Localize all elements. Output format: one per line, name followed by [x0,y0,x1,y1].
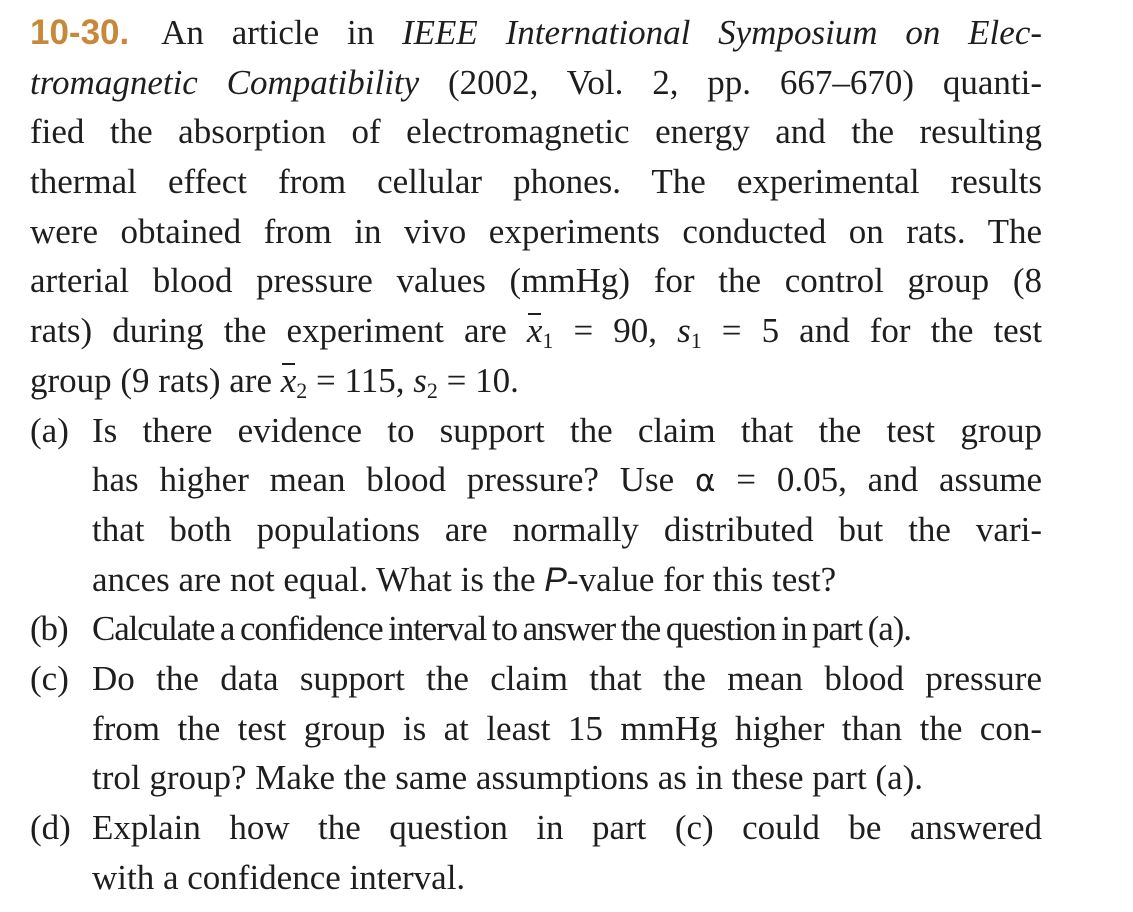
problem-line-2 [30,58,1042,108]
part-a-line-4 [30,555,1042,605]
problem-line-8 [30,356,1042,406]
problem-text [30,8,1042,902]
s-symbol: s [677,311,691,351]
problem-line-3: fied the absorption of electromagnetic energy and the resulting [30,112,1042,152]
part-a-text: = 0.05, and assume [736,460,1043,500]
part-d-text: Explain how the question in part (c) could be answered [92,808,1042,847]
part-d-line-1 [30,803,1042,853]
subscript: 2 [426,377,438,403]
problem-number: 10-30. [30,13,130,52]
sd-1-value: = 5 and for the test [721,311,1043,351]
subscript: 1 [690,328,702,354]
xbar-symbol: x [281,356,297,406]
part-b-text: Calculate a confidence interval to answer the question in part (a). [92,609,911,649]
part-a-text: has higher mean blood pressure? Use [92,460,675,500]
problem-text-segment: (2002, Vol. 2, pp. 667–670) quanti- [448,62,1043,102]
journal-title: IEEE International Symposium on Elec- [402,13,1043,52]
part-d-label: (d) [30,808,71,847]
part-a-line-2 [30,455,1042,505]
problem-line-7 [30,306,1042,356]
part-b-line-1 [30,604,1042,654]
sd-2-value: = 10. [446,360,519,400]
part-b-label: (b) [30,609,68,649]
journal-title-cont: tromagnetic Compatibility [30,62,420,102]
problem-text-segment: rats) during the experiment are [30,311,507,351]
p-symbol: P [544,560,567,599]
problem-line-4: thermal effect from cellular phones. The experimental results [30,162,1042,202]
problem-line-6: arterial blood pressure values (mmHg) for the control group (8 [30,261,1042,301]
problem-line-5: were obtained from in vivo experiments conducted on rats. The [30,211,1042,251]
part-a-text: Is there evidence to support the claim that the test group [92,410,1042,450]
s-symbol: s [413,360,427,400]
problem-line-1 [30,8,1042,58]
mean-2-value: = 115, [316,360,405,400]
part-a-line-1 [30,406,1042,456]
part-a-label: (a) [30,410,69,450]
part-a-line-3: that both populations are normally distributed but the vari- [92,509,1042,549]
part-c-text: Do the data support the claim that the mean blood pressure [92,658,1042,698]
subscript: 2 [296,377,308,403]
mean-1-value: = 90, [573,311,658,351]
problem-text-segment: An article in [161,13,375,52]
subscript: 1 [542,328,554,354]
part-a-text: ances are not equal. What is the [92,559,536,599]
part-c-line-1 [30,654,1042,704]
part-c-line-2: from the test group is at least 15 mmHg higher than the con- [92,708,1042,748]
alpha-symbol: α [695,463,716,500]
part-c-line-3: trol group? Make the same assumptions as in these part (a). [92,758,924,798]
part-d-line-2: with a confidence interval. [92,857,466,897]
problem-text-segment: group (9 rats) are [30,360,272,400]
xbar-symbol: x [527,306,543,356]
part-c-label: (c) [30,658,69,698]
part-a-text: -value for this test? [566,559,837,599]
